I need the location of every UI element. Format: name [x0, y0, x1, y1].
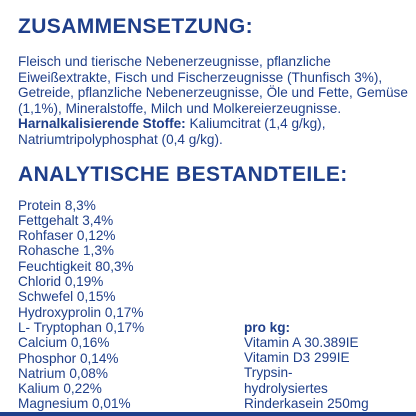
feeding-info-page [18, 14, 408, 412]
analysis-block [18, 198, 408, 412]
analysis-item: Chlorid 0,19% [18, 274, 104, 290]
urinary-alkalizing-text: Kaliumcitrat (1,4 g/kg), Natriumtripolyphosphat (0,4 g/kg). [18, 116, 326, 147]
analysis-item: Protein 8,3% [18, 197, 96, 213]
analysis-heading: ANALYTISCHE BESTANDTEILE: [18, 162, 348, 186]
analysis-item: Phosphor 0,14% [18, 350, 119, 366]
per-kg-block [244, 320, 369, 412]
per-kg-item: Rinderkasein 250mg [244, 396, 369, 412]
per-kg-item: Vitamin D3 299IE [244, 350, 350, 366]
analysis-item: Rohfaser 0,12% [18, 228, 116, 244]
per-kg-item: Vitamin A 30.389IE [244, 334, 359, 350]
bottom-accent-bar [0, 412, 416, 416]
analysis-item: Natrium 0,08% [18, 365, 108, 381]
analysis-item: Calcium 0,16% [18, 335, 110, 351]
analysis-item: Feuchtigkeit 80,3% [18, 258, 134, 274]
analysis-item: Hydroxyprolin 0,17% [18, 304, 144, 320]
per-kg-item: hydrolysiertes [244, 380, 328, 396]
composition-heading: ZUSAMMENSETZUNG: [18, 15, 254, 38]
analysis-item: Schwefel 0,15% [18, 289, 116, 305]
composition-block [18, 54, 410, 148]
per-kg-label: pro kg: [244, 319, 291, 335]
composition-ingredients: Fleisch und tierische Nebenerzeugnisse, pflanzliche Eiweißextrakte, Fisch und Fischerzeugnisse (Thunfisch 3%), Getreide, pflanzliche Nebenerzeugnisse, Öle und Fette, Gemüse (1,1%), Mineralstoffe, Milch und Molkereierzeugnisse. [18, 54, 408, 116]
analysis-item: Fettgehalt 3,4% [18, 212, 114, 228]
per-kg-item: Trypsin- [244, 365, 293, 381]
analysis-item: L- Tryptophan 0,17% [18, 319, 145, 335]
analysis-item: Kalium 0,22% [18, 381, 102, 397]
composition-text [18, 54, 410, 148]
analysis-item: Magnesium 0,01% [18, 396, 131, 412]
analysis-item: Rohasche 1,3% [18, 243, 114, 259]
urinary-alkalizing-label: Harnalkalisierende Stoffe: [18, 116, 186, 132]
